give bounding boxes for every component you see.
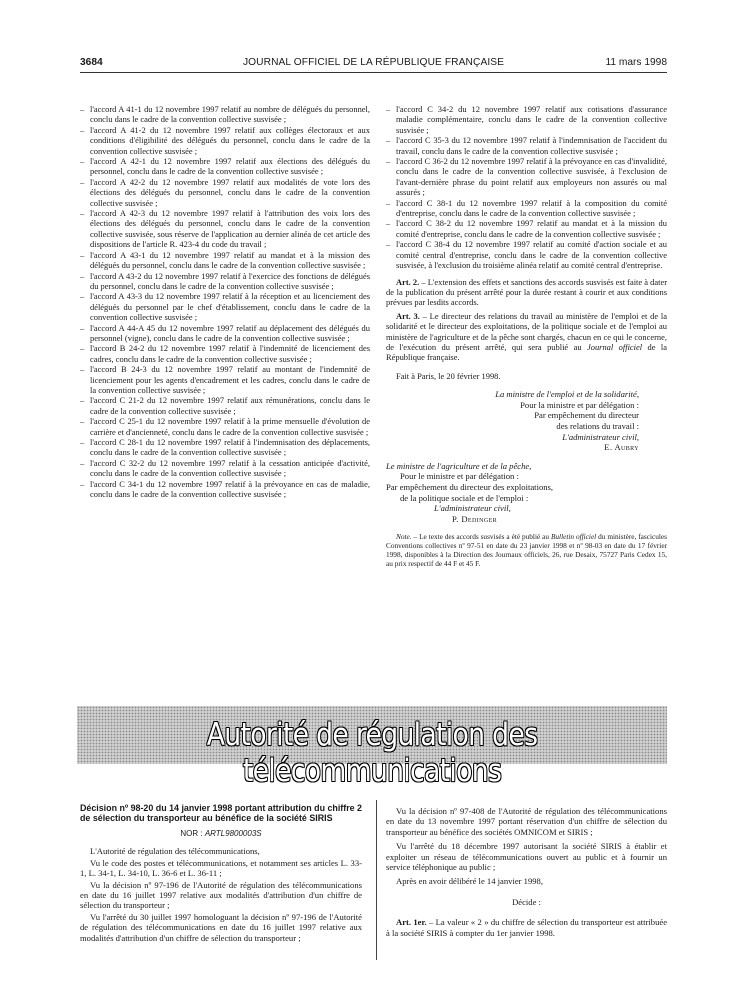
- article-3: Art. 3. – Le directeur des relations du travail au ministère de l'emploi et de la solidarité et le directeur des exploitations, de la politique sociale et de l'emploi au ministère de l'agriculture et de la pêche sont chargés, chacun en ce qui le concerne, de l'exécution du présent arrêté, qui sera publié au Journal officiel de la République française.: [386, 310, 668, 363]
- article-2: Art. 2. – L'extension des effets et sanctions des accords susvisés est faite à dater de la publication du présent arrêté pour la durée restant à courir et aux conditions prévues par lesdits accords.: [386, 276, 668, 308]
- left-column: [80, 104, 370, 499]
- nor-label: NOR :: [180, 829, 203, 838]
- journal-name: Journal officiel: [587, 341, 643, 352]
- list-item: – l'accord A 43-2 du 12 novembre 1997 relatif à l'exercice des fonctions de délégués du personnel, conclu dans le cadre de la convention collective susvisée ;: [80, 271, 370, 292]
- right-column: [386, 104, 667, 576]
- list-item: – l'accord C 21-2 du 12 novembre 1997 relatif aux rémunérations, conclu dans le cadre de la convention collective susvisée ;: [80, 395, 370, 416]
- decision-paragraph: Vu le code des postes et télécommunications, et notamment ses articles L. 33-1, L. 34-1, L. 34-10, L. 36-6 et L. 36-11 ;: [80, 857, 362, 879]
- note-tail: du ministère, fascicules Conventions collectives nº 97-51 en date du 23 janvier 1998 et nº 98-03 en date du 17 février 1998, disponibles à la Direction des Journaux officiels, 26, rue Desaix, 75727 Paris Cedex 15, au prix respectif de 44 F et 45 F.: [386, 532, 667, 569]
- list-item: – l'accord C 35-3 du 12 novembre 1997 relatif à l'indemnisation de l'accident du travail, conclu dans le cadre de la convention collective susvisée ;: [386, 135, 667, 156]
- signature-block-2: [386, 461, 667, 525]
- article-1-label: Art. 1er.: [396, 917, 427, 928]
- signatory-line: de la politique sociale et de l'emploi :: [400, 492, 529, 503]
- decision-paragraph: Vu la décision nº 97-408 de l'Autorité de régulation des télécommunications en date du 13 novembre 1997 portant réservation d'un chiffre de sélection du transporteur au bénéfice des sociétés OMNICOM et SIRIS ;: [386, 806, 667, 837]
- signatory-minister: La ministre de l'emploi et de la solidarité,: [495, 389, 639, 400]
- list-item: – l'accord C 34-1 du 12 novembre 1997 relatif à la prévoyance en cas de maladie, conclu dans le cadre de la convention collective susvisée ;: [80, 479, 370, 500]
- decision-paragraph: Vu l'arrêté du 30 juillet 1997 homologuant la décision nº 97-196 de l'Autorité de régulation des télécommunications en date du 16 juillet 1997 relative aux modalités d'attribution d'un chiffre de sélection du transporteur ;: [80, 911, 362, 943]
- signature-block-1: [386, 389, 667, 453]
- list-item: – l'accord A 42-3 du 12 novembre 1997 relatif à l'attribution des voix lors des élections des délégués du personnel, conclu dans le cadre de la convention collective susvisée, sous réserve de l'application au dernier alinéa de cet article des dispositions de l'article R. 423-4 du code du travail ;: [80, 208, 370, 250]
- signatory-line: Pour la ministre et par délégation :: [520, 399, 639, 410]
- list-item: – l'accord B 24-3 du 12 novembre 1997 relatif au montant de l'indemnité de licenciement pour les agents d'encadrement et les cadres, conclu dans le cadre de la convention collective susvisée ;: [80, 364, 370, 395]
- footnote: Note. – Le texte des accords susvisés a été publié au Bulletin officiel du ministère, fascicules Conventions collectives nº 97-51 en date du 23 janvier 1998 et nº 98-03 en date du 17 février 1998, disponibles à la Direction des Journaux officiels, 26, rue Desaix, 75727 Paris Cedex 15, au prix respectif de 44 F et 45 F.: [386, 532, 667, 569]
- decision-title: Décision nº 98-20 du 14 janvier 1998 portant attribution du chiffre 2 de sélection du transporteur au bénéfice de la société SIRIS: [80, 803, 362, 823]
- list-item: – l'accord A 41-2 du 12 novembre 1997 relatif aux collèges électoraux et aux conditions d'éligibilité des délégués du personnel, conclu dans le cadre de la convention collective susvisée ;: [80, 125, 370, 156]
- header-rule: [80, 72, 667, 73]
- list-item: – l'accord A 44-A 45 du 12 novembre 1997 relatif au déplacement des délégués du personnel (vigne), conclu dans le cadre de la convention collective susvisée ;: [80, 323, 370, 344]
- article-1-text: La valeur « 2 » du chiffre de sélection du transporteur est attribuée à la société SIRIS à compter du 1er janvier 1998.: [386, 917, 668, 938]
- list-item: – l'accord A 42-1 du 12 novembre 1997 relatif aux élections des délégués du personnel, conclu dans le cadre de la convention collective susvisée ;: [80, 156, 370, 177]
- decision-paragraph: Vu la décision nº 97-196 de l'Autorité de régulation des télécommunications en date du 16 juillet 1997 relative aux modalités d'attribution d'un chiffre de sélection du transporteur ;: [80, 879, 362, 911]
- section-banner: [77, 706, 667, 789]
- article-3-label: Art. 3.: [396, 310, 420, 321]
- list-item: – l'accord A 41-1 du 12 novembre 1997 relatif au nombre de délégués du personnel, conclu dans le cadre de la convention collective susvisée ;: [80, 104, 370, 125]
- list-item: – l'accord C 25-1 du 12 novembre 1997 relatif à la prime mensuelle d'évolution de carrière et d'ancienneté, conclu dans le cadre de la convention collective susvisée ;: [80, 416, 370, 437]
- journal-title: JOURNAL OFFICIEL DE LA RÉPUBLIQUE FRANÇAISE: [242, 57, 505, 68]
- signatory-line: Par empêchement du directeur des exploitations,: [386, 481, 554, 492]
- signatory-line: des relations du travail :: [556, 420, 639, 431]
- note-bulletin: Bulletin officiel: [550, 532, 597, 542]
- note-text: Le texte des accords susvisés a été publié au: [419, 532, 550, 542]
- list-item: – l'accord C 38-2 du 12 novembre 1997 relatif au mandat et à la mission du comité d'entreprise, conclu dans le cadre de la convention collective susvisée ;: [386, 218, 667, 239]
- signatory-role: L'administrateur civil,: [434, 503, 511, 514]
- issue-date: 11 mars 1998: [605, 57, 667, 68]
- decision-paragraph: Après en avoir délibéré le 14 janvier 1998,: [396, 876, 543, 887]
- note-label: Note.: [396, 532, 412, 542]
- list-item: – l'accord A 43-3 du 12 novembre 1997 relatif à la réception et au licenciement des délégués du personnel par le chef d'établissement, conclu dans le cadre de la convention collective susvisée ;: [80, 291, 370, 322]
- decide-heading: Décide :: [512, 896, 541, 907]
- list-item: – l'accord B 24-2 du 12 novembre 1997 relatif à l'indemnité de licenciement des cadres, conclu dans le cadre de la convention collective susvisée ;: [80, 343, 370, 364]
- list-item: – l'accord C 28-1 du 12 novembre 1997 relatif à l'indemnisation des déplacements, conclu dans le cadre de la convention collective susvisée ;: [80, 437, 370, 458]
- signatory-line: Pour le ministre et par délégation :: [400, 471, 519, 482]
- page-header: [80, 57, 667, 71]
- signature-date: Fait à Paris, le 20 février 1998.: [396, 370, 501, 381]
- decision-article-1: Art. 1er. – La valeur « 2 » du chiffre de sélection du transporteur est attribuée à la société SIRIS à compter du 1er janvier 1998.: [386, 917, 668, 938]
- decision-paragraph: Vu l'arrêté du 18 décembre 1997 autorisant la société SIRIS à établir et exploiter un réseau de télécommunications ouvert au public et à fournir un service téléphonique au public ;: [386, 841, 667, 873]
- nor-reference: [80, 829, 362, 839]
- list-item: – l'accord C 34-2 du 12 novembre 1997 relatif aux cotisations d'assurance maladie complémentaire, conclu dans le cadre de la convention collective susvisée ;: [386, 104, 667, 135]
- article-3-tail: de la République française.: [386, 341, 668, 363]
- article-3-text: Le directeur des relations du travail au ministère de l'emploi et de la solidarité et le directeur des exploitations, de la politique sociale et de l'emploi au ministère de l'agriculture et de la pêche sont chargés, chacun en ce qui le concerne, de l'exécution du présent arrêté, qui sera publié au: [386, 310, 668, 352]
- signatory-line: Par empêchement du directeur: [534, 410, 639, 421]
- list-item: – l'accord C 32-2 du 12 novembre 1997 relatif à la cessation anticipée d'activité, conclu dans le cadre de la convention collective susvisée ;: [80, 458, 370, 479]
- signatory-minister: Le ministre de l'agriculture et de la pêche,: [386, 460, 532, 471]
- list-item: – l'accord C 38-1 du 12 novembre 1997 relatif à la composition du comité d'entreprise, conclu dans le cadre de la convention collective susvisée ;: [386, 198, 667, 219]
- list-item: – l'accord C 36-2 du 12 novembre 1997 relatif à la prévoyance en cas d'invalidité, conclu dans le cadre de la convention collective susvisée, à l'exclusion de l'avant-dernière phrase du point relatif aux employeurs non assurés ou mal assurés ;: [386, 156, 667, 198]
- decision-paragraph: L'Autorité de régulation des télécommunications,: [90, 846, 260, 857]
- article-2-text: L'extension des effets et sanctions des accords susvisés est faite à dater de la publication du présent arrêté pour la durée restant à courir et aux conditions prévues par lesdits accords.: [386, 276, 668, 308]
- list-item: – l'accord A 43-1 du 12 novembre 1997 relatif au mandat et à la mission des délégués du personnel, conclu dans le cadre de la convention collective susvisée ;: [80, 250, 370, 271]
- decision-right: [386, 806, 667, 938]
- signatory-name: P. Dedinger: [452, 513, 498, 524]
- signatory-role: L'administrateur civil,: [562, 431, 639, 442]
- column-divider: [376, 800, 377, 960]
- article-2-label: Art. 2.: [396, 276, 420, 287]
- list-item: – l'accord C 38-4 du 12 novembre 1997 relatif au comité d'action sociale et au comité central d'entreprise, conclu dans le cadre de la convention collective susvisée, à l'exclusion du troisième alinéa relatif au comité central d'entreprise.: [386, 239, 667, 270]
- section-title: Autorité de régulation des télécommunications: [206, 717, 538, 789]
- signatory-name: E. Aubry: [604, 442, 639, 453]
- nor-value: ARTL9800003S: [204, 829, 262, 838]
- list-item: – l'accord A 42-2 du 12 novembre 1997 relatif aux modalités de vote lors des élections des délégués du personnel, conclu dans le cadre de la convention collective susvisée ;: [80, 177, 370, 208]
- page-number: 3684: [80, 57, 103, 68]
- decision-left: [80, 803, 362, 943]
